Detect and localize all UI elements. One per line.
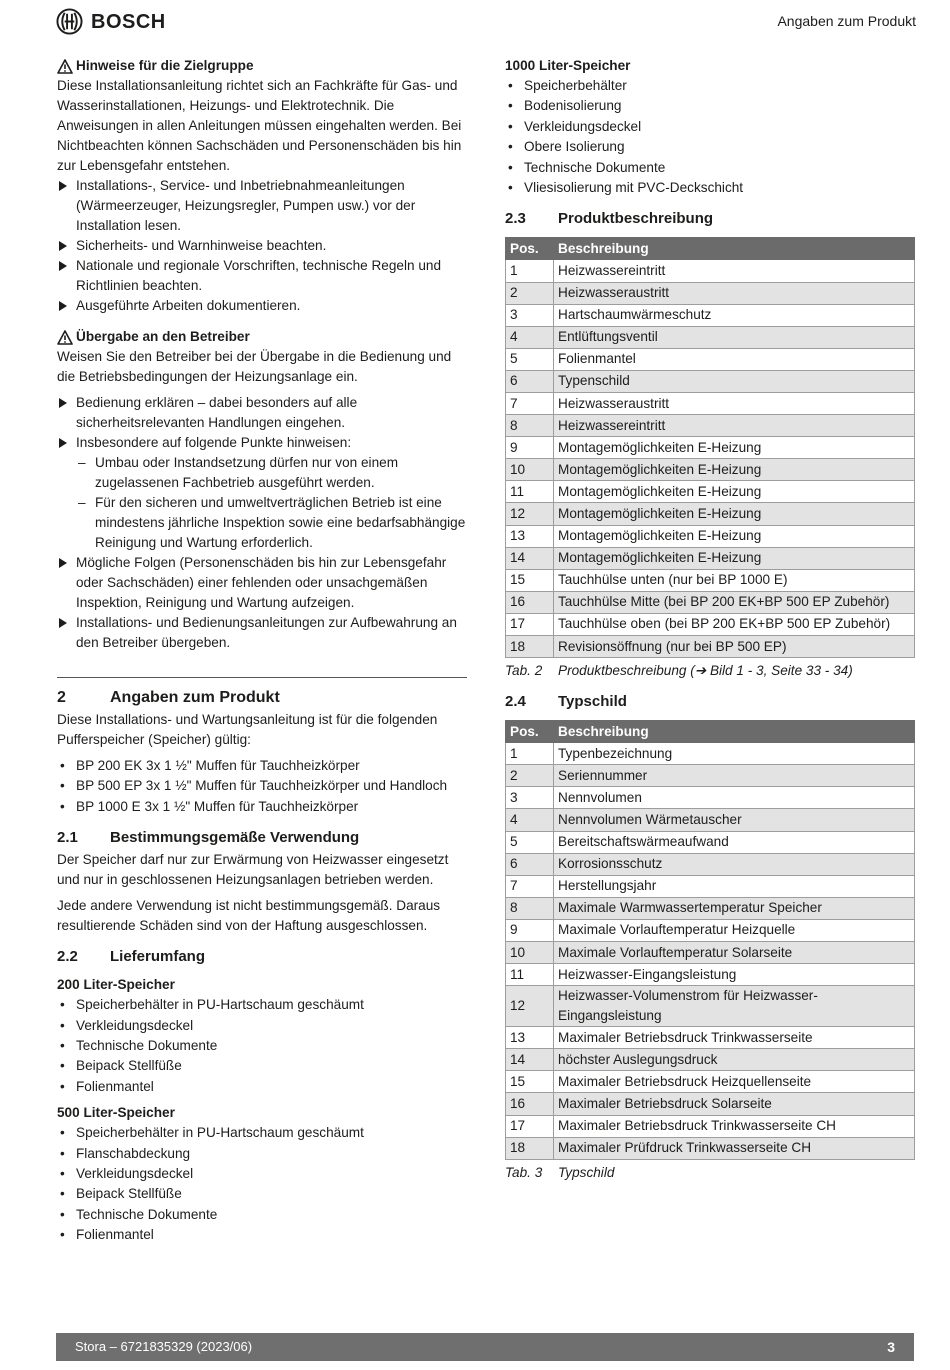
table-row: [506, 326, 915, 348]
description-cell: Maximaler Betriebsdruck Solarseite: [554, 1093, 915, 1115]
storage-500-title: 500 Liter-Speicher: [57, 1105, 175, 1121]
storage-1000-title: 1000 Liter-Speicher: [505, 58, 631, 73]
document-reference: Stora – 6721835329 (2023/06): [75, 1339, 253, 1354]
position-cell: 10: [506, 459, 554, 481]
table-row: [506, 787, 915, 809]
list-item: • Vliesisolierung mit PVC-Deckschicht: [508, 180, 744, 196]
position-cell: 16: [506, 1093, 554, 1115]
table-row: [506, 1027, 915, 1049]
arrow-bullet-icon: [59, 618, 67, 628]
description-cell: Maximaler Betriebsdruck Trinkwasserseite CH: [554, 1115, 915, 1137]
storage-200-list: [57, 995, 467, 1097]
arrow-bullet-icon: [59, 558, 67, 568]
product-list: [57, 756, 467, 817]
position-cell: 6: [506, 370, 554, 392]
position-cell: 3: [506, 304, 554, 326]
table-row: [506, 348, 915, 370]
position-cell: 11: [506, 964, 554, 986]
position-cell: 18: [506, 636, 554, 658]
description-cell: Heizwasseraustritt: [554, 282, 915, 304]
list-item: • Technische Dokumente: [60, 1206, 218, 1222]
column-header: Pos.: [506, 238, 554, 260]
position-cell: 2: [506, 765, 554, 787]
list-item: • Speicherbehälter in PU-Hartschaum geschäumt: [60, 997, 364, 1013]
column-header: Beschreibung: [554, 721, 915, 743]
table-row: [506, 1071, 915, 1093]
position-cell: 2: [506, 282, 554, 304]
section-2-2-heading: 2.2 Lieferumfang: [57, 948, 206, 966]
bosch-logo: [56, 8, 166, 35]
description-cell: Montagemöglichkeiten E-Heizung: [554, 503, 915, 525]
section-2-1-heading: 2.1 Bestimmungsgemäße Verwendung: [57, 829, 360, 847]
description-cell: Maximaler Prüfdruck Trinkwasserseite CH: [554, 1137, 915, 1159]
table-row: [506, 1137, 915, 1159]
table-row: [506, 282, 915, 304]
list-item: • Folienmantel: [60, 1078, 154, 1094]
position-cell: 10: [506, 941, 554, 963]
page-number: 3: [887, 1339, 895, 1355]
description-cell: Korrosionsschutz: [554, 853, 915, 875]
list-item: • Verkleidungsdeckel: [508, 118, 642, 134]
description-cell: Maximaler Betriebsdruck Heizquellenseite: [554, 1071, 915, 1093]
position-cell: 9: [506, 919, 554, 941]
target-group-intro: Diese Installationsanleitung richtet sich an Fachkräfte für Gas- und Wasserinstallationen, Heizungs- und Elektrotechnik. Die Anweisungen in allen Anleitungen müssen eingehalten werden. Bei Nichtbeachten können Sachschäden und Personenschäden bis hin zur Lebensgefahr entstehen.: [57, 78, 462, 173]
list-item: • Verkleidungsdeckel: [60, 1017, 194, 1033]
list-item: • Flanschabdeckung: [60, 1145, 191, 1161]
description-cell: Tauchhülse unten (nur bei BP 1000 E): [554, 569, 915, 591]
table-row: [506, 525, 915, 547]
table-row: [506, 503, 915, 525]
description-cell: Maximale Warmwassertemperatur Speicher: [554, 897, 915, 919]
position-cell: 15: [506, 569, 554, 591]
position-cell: 8: [506, 415, 554, 437]
position-cell: 11: [506, 481, 554, 503]
position-cell: 14: [506, 1049, 554, 1071]
table-row: [506, 481, 915, 503]
arrow-bullet-icon: [59, 438, 67, 448]
list-item: • Folienmantel: [60, 1227, 154, 1243]
section-2-heading: 2 Angaben zum Produkt: [57, 689, 280, 706]
list-item: • Bodenisolierung: [508, 98, 622, 114]
table-row: [506, 986, 915, 1027]
position-cell: 1: [506, 260, 554, 282]
description-cell: Heizwasseraustritt: [554, 393, 915, 415]
table-2-caption: Tab. 2 Produktbeschreibung (➔ Bild 1 - 3, Seite 33 - 34): [505, 663, 853, 679]
position-cell: 14: [506, 547, 554, 569]
arrow-bullet-icon: [59, 241, 67, 251]
position-cell: 5: [506, 348, 554, 370]
table-row: [506, 765, 915, 787]
description-cell: Bereitschaftswärmeaufwand: [554, 831, 915, 853]
warning-triangle-icon: [57, 330, 73, 345]
target-group-list: [57, 176, 467, 316]
handover-intro: Weisen Sie den Betreiber bei der Übergabe in die Bedienung und die Betriebsbedingungen der Heizungsanlage ein.: [57, 349, 452, 384]
table-row: [506, 1093, 915, 1115]
table-row: [506, 919, 915, 941]
table-header-row: [506, 721, 915, 743]
list-item: Sicherheits- und Warnhinweise beachten.: [57, 236, 467, 256]
table-row: [506, 547, 915, 569]
description-cell: Seriennummer: [554, 765, 915, 787]
description-cell: Folienmantel: [554, 348, 915, 370]
position-cell: 5: [506, 831, 554, 853]
product-description-rows: [506, 260, 915, 658]
description-cell: Herstellungsjahr: [554, 875, 915, 897]
section-divider: [57, 677, 467, 678]
description-cell: Heizwassereintritt: [554, 415, 915, 437]
description-cell: Tauchhülse Mitte (bei BP 200 EK+BP 500 EP Zubehör): [554, 591, 915, 613]
warning-triangle-icon: [57, 59, 73, 74]
column-header: Pos.: [506, 721, 554, 743]
list-item: Bedienung erklären – dabei besonders auf alle sicherheitsrelevanten Handlungen eingehen.: [57, 393, 467, 433]
description-cell: Entlüftungsventil: [554, 326, 915, 348]
list-item: • Obere Isolierung: [508, 139, 625, 155]
brand-name: BOSCH: [91, 10, 166, 33]
list-item: Nationale und regionale Vorschriften, technische Regeln und Richtlinien beachten.: [57, 256, 467, 296]
page-footer: [56, 1333, 914, 1361]
list-item: • BP 500 EP 3x 1 ½" Muffen für Tauchheizkörper und Handloch: [60, 778, 448, 794]
table-row: [506, 415, 915, 437]
table-row: [506, 304, 915, 326]
arrow-bullet-icon: [59, 301, 67, 311]
description-cell: Maximaler Betriebsdruck Trinkwasserseite: [554, 1027, 915, 1049]
position-cell: 17: [506, 613, 554, 635]
table-row: [506, 370, 915, 392]
running-header-title: Angaben zum Produkt: [777, 13, 916, 29]
description-cell: Tauchhülse oben (bei BP 200 EK+BP 500 EP Zubehör): [554, 613, 915, 635]
position-cell: 3: [506, 787, 554, 809]
target-group-title: Hinweise für die Zielgruppe: [76, 58, 254, 73]
position-cell: 13: [506, 525, 554, 547]
position-cell: 8: [506, 897, 554, 919]
list-item: Mögliche Folgen (Personenschäden bis hin zur Lebensgefahr oder Sachschäden) einer fehlenden oder unsachgemäßen Inspektion, Reinigung und Wartung aufzeigen.: [57, 553, 467, 613]
table-header-row: [506, 238, 915, 260]
table-row: [506, 809, 915, 831]
list-item: • Beipack Stellfüße: [60, 1186, 182, 1202]
section-2-1-text-2: Jede andere Verwendung ist nicht bestimmungsgemäß. Daraus resultierende Schäden sind von der Haftung ausgeschlossen.: [57, 898, 441, 934]
position-cell: 1: [506, 743, 554, 765]
list-item: • Speicherbehälter: [508, 78, 627, 93]
type-plate-rows: [506, 743, 915, 1160]
position-cell: 13: [506, 1027, 554, 1049]
handover-list: [57, 393, 467, 453]
list-item: Ausgeführte Arbeiten dokumentieren.: [57, 296, 467, 316]
description-cell: Montagemöglichkeiten E-Heizung: [554, 459, 915, 481]
storage-500-list: [57, 1123, 467, 1245]
section-2-intro: Diese Installations- und Wartungsanleitung ist für die folgenden Pufferspeicher (Speicher) gültig:: [57, 712, 438, 747]
table-row: [506, 875, 915, 897]
type-plate-table: [505, 720, 915, 1160]
description-cell: Revisionsöffnung (nur bei BP 500 EP): [554, 636, 915, 658]
storage-1000-list: [505, 76, 915, 198]
position-cell: 16: [506, 591, 554, 613]
position-cell: 9: [506, 437, 554, 459]
position-cell: 6: [506, 853, 554, 875]
description-cell: Montagemöglichkeiten E-Heizung: [554, 547, 915, 569]
table-row: [506, 1049, 915, 1071]
description-cell: Nennvolumen Wärmetauscher: [554, 809, 915, 831]
position-cell: 17: [506, 1115, 554, 1137]
table-row: [506, 964, 915, 986]
table-row: [506, 636, 915, 658]
list-item: • BP 1000 E 3x 1 ½" Muffen für Tauchheizkörper: [60, 798, 359, 814]
bosch-armature-icon: [56, 8, 83, 35]
description-cell: Hartschaumwärmeschutz: [554, 304, 915, 326]
description-cell: Heizwasser-Eingangsleistung: [554, 964, 915, 986]
list-item: • Speicherbehälter in PU-Hartschaum geschäumt: [60, 1125, 364, 1141]
description-cell: Heizwassereintritt: [554, 260, 915, 282]
handover-title: Übergabe an den Betreiber: [76, 329, 250, 344]
position-cell: 12: [506, 503, 554, 525]
position-cell: 4: [506, 326, 554, 348]
table-row: [506, 743, 915, 765]
description-cell: höchster Auslegungsdruck: [554, 1049, 915, 1071]
table-row: [506, 1115, 915, 1137]
table-row: [506, 897, 915, 919]
list-item: Insbesondere auf folgende Punkte hinweisen:: [57, 433, 467, 453]
arrow-bullet-icon: [59, 398, 67, 408]
list-item: Installations-, Service- und Inbetriebnahmeanleitungen (Wärmeerzeuger, Heizungsregler, Pumpen usw.) vor der Installation lesen.: [57, 176, 467, 236]
left-column: [57, 56, 467, 1246]
description-cell: Maximale Vorlauftemperatur Solarseite: [554, 941, 915, 963]
position-cell: 4: [506, 809, 554, 831]
description-cell: Typenbezeichnung: [554, 743, 915, 765]
description-cell: Montagemöglichkeiten E-Heizung: [554, 481, 915, 503]
table-row: [506, 853, 915, 875]
description-cell: Montagemöglichkeiten E-Heizung: [554, 525, 915, 547]
column-header: Beschreibung: [554, 238, 915, 260]
position-cell: 18: [506, 1137, 554, 1159]
arrow-bullet-icon: [59, 181, 67, 191]
table-3-caption: Tab. 3 Typschild: [505, 1164, 615, 1180]
position-cell: 7: [506, 875, 554, 897]
handover-heading: [57, 327, 467, 347]
section-2-3-heading: 2.3 Produktbeschreibung: [505, 210, 714, 228]
description-cell: Heizwasser-Volumenstrom für Heizwasser-Eingangsleistung: [554, 986, 915, 1027]
table-row: [506, 459, 915, 481]
position-cell: 7: [506, 393, 554, 415]
table-row: [506, 613, 915, 635]
table-row: [506, 941, 915, 963]
handover-sublist: [76, 453, 467, 553]
table-row: [506, 569, 915, 591]
table-row: [506, 591, 915, 613]
arrow-bullet-icon: [59, 261, 67, 271]
description-cell: Nennvolumen: [554, 787, 915, 809]
storage-200-title: 200 Liter-Speicher: [57, 977, 175, 993]
table-row: [506, 260, 915, 282]
description-cell: Montagemöglichkeiten E-Heizung: [554, 437, 915, 459]
description-cell: Typenschild: [554, 370, 915, 392]
right-column: [505, 56, 915, 1183]
section-2-4-heading: 2.4 Typschild: [505, 693, 627, 711]
handover-list-continued: [57, 553, 467, 653]
product-description-table: [505, 237, 915, 658]
list-item: Installations- und Bedienungsanleitungen zur Aufbewahrung an den Betreiber übergeben.: [57, 613, 467, 653]
page-header: [56, 6, 916, 36]
list-item: • BP 200 EK 3x 1 ½" Muffen für Tauchheizkörper: [60, 758, 360, 773]
list-item: – Für den sicheren und umweltverträglichen Betrieb ist eine mindestens jährliche Inspektion sowie eine bedarfsabhängige Reinigung und Wartung erforderlich.: [78, 495, 466, 550]
section-2-1-text-1: Der Speicher darf nur zur Erwärmung von Heizwasser eingesetzt und nur in geschlossenen Heizungsanlagen betrieben werden.: [57, 852, 449, 888]
list-item: • Technische Dokumente: [60, 1038, 218, 1054]
table-row: [506, 393, 915, 415]
position-cell: 15: [506, 1071, 554, 1093]
position-cell: 12: [506, 986, 554, 1027]
table-row: [506, 437, 915, 459]
table-row: [506, 831, 915, 853]
target-group-heading: [57, 56, 467, 76]
list-item: • Verkleidungsdeckel: [60, 1166, 194, 1182]
list-item: – Umbau oder Instandsetzung dürfen nur von einem zugelassenen Fachbetrieb ausgeführt werden.: [78, 455, 399, 490]
list-item: • Technische Dokumente: [508, 159, 666, 175]
list-item: • Beipack Stellfüße: [60, 1058, 182, 1074]
description-cell: Maximale Vorlauftemperatur Heizquelle: [554, 919, 915, 941]
